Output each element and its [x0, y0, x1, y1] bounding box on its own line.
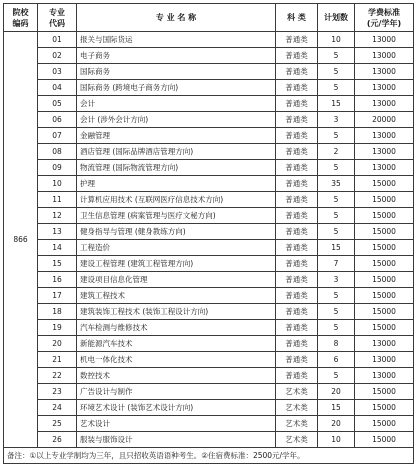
fee-cell: 15000 — [355, 256, 414, 272]
fee-cell: 15000 — [355, 400, 414, 416]
enrollment-plan-table — [3, 3, 414, 464]
major-code-cell: 17 — [38, 288, 77, 304]
category-cell: 普通类 — [276, 48, 318, 64]
major-code-cell: 08 — [38, 144, 77, 160]
plan-cell: 5 — [318, 224, 355, 240]
category-cell: 普通类 — [276, 144, 318, 160]
category-cell: 普通类 — [276, 176, 318, 192]
major-code-cell: 24 — [38, 400, 77, 416]
major-name-cell: 计算机应用技术 (互联网医疗信息技术方向) — [77, 192, 276, 208]
fee-cell: 15000 — [355, 384, 414, 400]
footnote: 备注：①以上专业学制均为三年，且只招收英语语种考生。②住宿费标准：2500元/学年。 — [4, 448, 414, 464]
plan-cell: 15 — [318, 240, 355, 256]
header-school-code: 院校 编码 — [4, 4, 38, 32]
category-cell: 普通类 — [276, 304, 318, 320]
table-body — [4, 32, 414, 464]
category-cell: 艺术类 — [276, 400, 318, 416]
major-name-cell: 会计 — [77, 96, 276, 112]
major-code-cell: 15 — [38, 256, 77, 272]
header-category: 科 类 — [276, 4, 318, 32]
table-row — [4, 176, 414, 192]
fee-cell: 13000 — [355, 128, 414, 144]
major-code-cell: 22 — [38, 368, 77, 384]
fee-cell: 13000 — [355, 368, 414, 384]
category-cell: 普通类 — [276, 336, 318, 352]
plan-cell: 2 — [318, 144, 355, 160]
category-cell: 普通类 — [276, 288, 318, 304]
fee-cell: 13000 — [355, 336, 414, 352]
plan-cell: 5 — [318, 208, 355, 224]
plan-cell: 35 — [318, 176, 355, 192]
category-cell: 普通类 — [276, 160, 318, 176]
major-name-cell: 数控技术 — [77, 368, 276, 384]
fee-cell: 13000 — [355, 352, 414, 368]
header-row — [4, 4, 414, 32]
fee-cell: 15000 — [355, 432, 414, 448]
header-plan: 计划数 — [318, 4, 355, 32]
fee-cell: 15000 — [355, 224, 414, 240]
major-name-cell: 建设项目信息化管理 — [77, 272, 276, 288]
category-cell: 艺术类 — [276, 384, 318, 400]
major-code-cell: 13 — [38, 224, 77, 240]
header-major-name: 专 业 名 称 — [77, 4, 276, 32]
fee-cell: 20000 — [355, 112, 414, 128]
fee-cell: 15000 — [355, 272, 414, 288]
table-row — [4, 304, 414, 320]
major-code-cell: 21 — [38, 352, 77, 368]
major-code-cell: 26 — [38, 432, 77, 448]
table-row — [4, 112, 414, 128]
plan-cell: 5 — [318, 304, 355, 320]
major-code-cell: 12 — [38, 208, 77, 224]
table-row — [4, 80, 414, 96]
major-code-cell: 10 — [38, 176, 77, 192]
major-name-cell: 国际商务 (跨境电子商务方向) — [77, 80, 276, 96]
plan-cell: 10 — [318, 32, 355, 48]
table-row — [4, 320, 414, 336]
fee-cell: 13000 — [355, 80, 414, 96]
plan-cell: 10 — [318, 432, 355, 448]
fee-cell: 13000 — [355, 64, 414, 80]
major-code-cell: 23 — [38, 384, 77, 400]
major-code-cell: 04 — [38, 80, 77, 96]
plan-cell: 5 — [318, 368, 355, 384]
major-name-cell: 工程造价 — [77, 240, 276, 256]
major-name-cell: 物流管理 (国际物流管理方向) — [77, 160, 276, 176]
major-code-cell: 03 — [38, 64, 77, 80]
table-row — [4, 144, 414, 160]
plan-cell: 20 — [318, 384, 355, 400]
fee-cell: 15000 — [355, 304, 414, 320]
plan-cell: 6 — [318, 352, 355, 368]
major-name-cell: 报关与国际货运 — [77, 32, 276, 48]
plan-cell: 5 — [318, 160, 355, 176]
category-cell: 普通类 — [276, 224, 318, 240]
fee-cell: 13000 — [355, 160, 414, 176]
table-row — [4, 256, 414, 272]
fee-cell: 13000 — [355, 32, 414, 48]
plan-cell: 5 — [318, 192, 355, 208]
fee-cell: 13000 — [355, 144, 414, 160]
major-name-cell: 建筑工程技术 — [77, 288, 276, 304]
fee-cell: 15000 — [355, 320, 414, 336]
category-cell: 普通类 — [276, 112, 318, 128]
major-name-cell: 广告设计与制作 — [77, 384, 276, 400]
table-row — [4, 400, 414, 416]
table-row — [4, 416, 414, 432]
category-cell: 普通类 — [276, 32, 318, 48]
note-row — [4, 448, 414, 464]
category-cell: 普通类 — [276, 352, 318, 368]
major-code-cell: 20 — [38, 336, 77, 352]
plan-cell: 5 — [318, 320, 355, 336]
major-code-cell: 07 — [38, 128, 77, 144]
plan-cell: 15 — [318, 96, 355, 112]
category-cell: 普通类 — [276, 256, 318, 272]
major-name-cell: 环境艺术设计 (装饰艺术设计方向) — [77, 400, 276, 416]
category-cell: 普通类 — [276, 368, 318, 384]
plan-cell: 5 — [318, 128, 355, 144]
category-cell: 艺术类 — [276, 432, 318, 448]
table-row — [4, 352, 414, 368]
plan-cell: 3 — [318, 112, 355, 128]
table-row — [4, 240, 414, 256]
major-name-cell: 国际商务 — [77, 64, 276, 80]
category-cell: 普通类 — [276, 96, 318, 112]
major-name-cell: 卫生信息管理 (病案管理与医疗文秘方向) — [77, 208, 276, 224]
plan-cell: 5 — [318, 80, 355, 96]
table-row — [4, 224, 414, 240]
fee-cell: 15000 — [355, 208, 414, 224]
category-cell: 普通类 — [276, 192, 318, 208]
plan-cell: 5 — [318, 288, 355, 304]
major-name-cell: 汽车检测与维修技术 — [77, 320, 276, 336]
fee-cell: 13000 — [355, 48, 414, 64]
major-name-cell: 服装与服饰设计 — [77, 432, 276, 448]
category-cell: 普通类 — [276, 240, 318, 256]
fee-cell: 15000 — [355, 192, 414, 208]
major-name-cell: 建设工程管理 (建筑工程管理方向) — [77, 256, 276, 272]
table-row — [4, 432, 414, 448]
table-row — [4, 32, 414, 48]
plan-cell: 15 — [318, 400, 355, 416]
table-row — [4, 336, 414, 352]
plan-cell: 7 — [318, 256, 355, 272]
category-cell: 普通类 — [276, 128, 318, 144]
major-code-cell: 01 — [38, 32, 77, 48]
major-code-cell: 02 — [38, 48, 77, 64]
major-code-cell: 05 — [38, 96, 77, 112]
major-name-cell: 护理 — [77, 176, 276, 192]
fee-cell: 13000 — [355, 96, 414, 112]
major-name-cell: 金融管理 — [77, 128, 276, 144]
table-row — [4, 160, 414, 176]
major-code-cell: 06 — [38, 112, 77, 128]
category-cell: 普通类 — [276, 64, 318, 80]
major-name-cell: 电子商务 — [77, 48, 276, 64]
major-name-cell: 新能源汽车技术 — [77, 336, 276, 352]
fee-cell: 15000 — [355, 240, 414, 256]
table-row — [4, 64, 414, 80]
table-row — [4, 48, 414, 64]
table-row — [4, 128, 414, 144]
header-fee: 学费标准 (元/学年) — [355, 4, 414, 32]
table-row — [4, 368, 414, 384]
table-row — [4, 208, 414, 224]
plan-cell: 5 — [318, 64, 355, 80]
major-name-cell: 艺术设计 — [77, 416, 276, 432]
category-cell: 艺术类 — [276, 416, 318, 432]
table-row — [4, 96, 414, 112]
table-row — [4, 384, 414, 400]
plan-cell: 8 — [318, 336, 355, 352]
plan-cell: 20 — [318, 416, 355, 432]
table-row — [4, 192, 414, 208]
fee-cell: 15000 — [355, 288, 414, 304]
plan-cell: 3 — [318, 272, 355, 288]
fee-cell: 15000 — [355, 176, 414, 192]
major-code-cell: 25 — [38, 416, 77, 432]
major-code-cell: 11 — [38, 192, 77, 208]
school-code-cell: 866 — [4, 32, 38, 448]
major-code-cell: 16 — [38, 272, 77, 288]
category-cell: 普通类 — [276, 320, 318, 336]
enrollment-plan-document — [3, 3, 413, 464]
major-name-cell: 会计 (涉外会计方向) — [77, 112, 276, 128]
major-name-cell: 建筑装饰工程技术 (装饰工程设计方向) — [77, 304, 276, 320]
major-name-cell: 酒店管理 (国际品牌酒店管理方向) — [77, 144, 276, 160]
major-name-cell: 机电一体化技术 — [77, 352, 276, 368]
table-row — [4, 272, 414, 288]
header-major-code: 专业 代码 — [38, 4, 77, 32]
category-cell: 普通类 — [276, 272, 318, 288]
major-code-cell: 09 — [38, 160, 77, 176]
category-cell: 普通类 — [276, 80, 318, 96]
category-cell: 普通类 — [276, 208, 318, 224]
major-code-cell: 18 — [38, 304, 77, 320]
fee-cell: 15000 — [355, 416, 414, 432]
major-name-cell: 健身指导与管理 (健身教练方向) — [77, 224, 276, 240]
major-code-cell: 14 — [38, 240, 77, 256]
table-row — [4, 288, 414, 304]
major-code-cell: 19 — [38, 320, 77, 336]
plan-cell: 5 — [318, 48, 355, 64]
